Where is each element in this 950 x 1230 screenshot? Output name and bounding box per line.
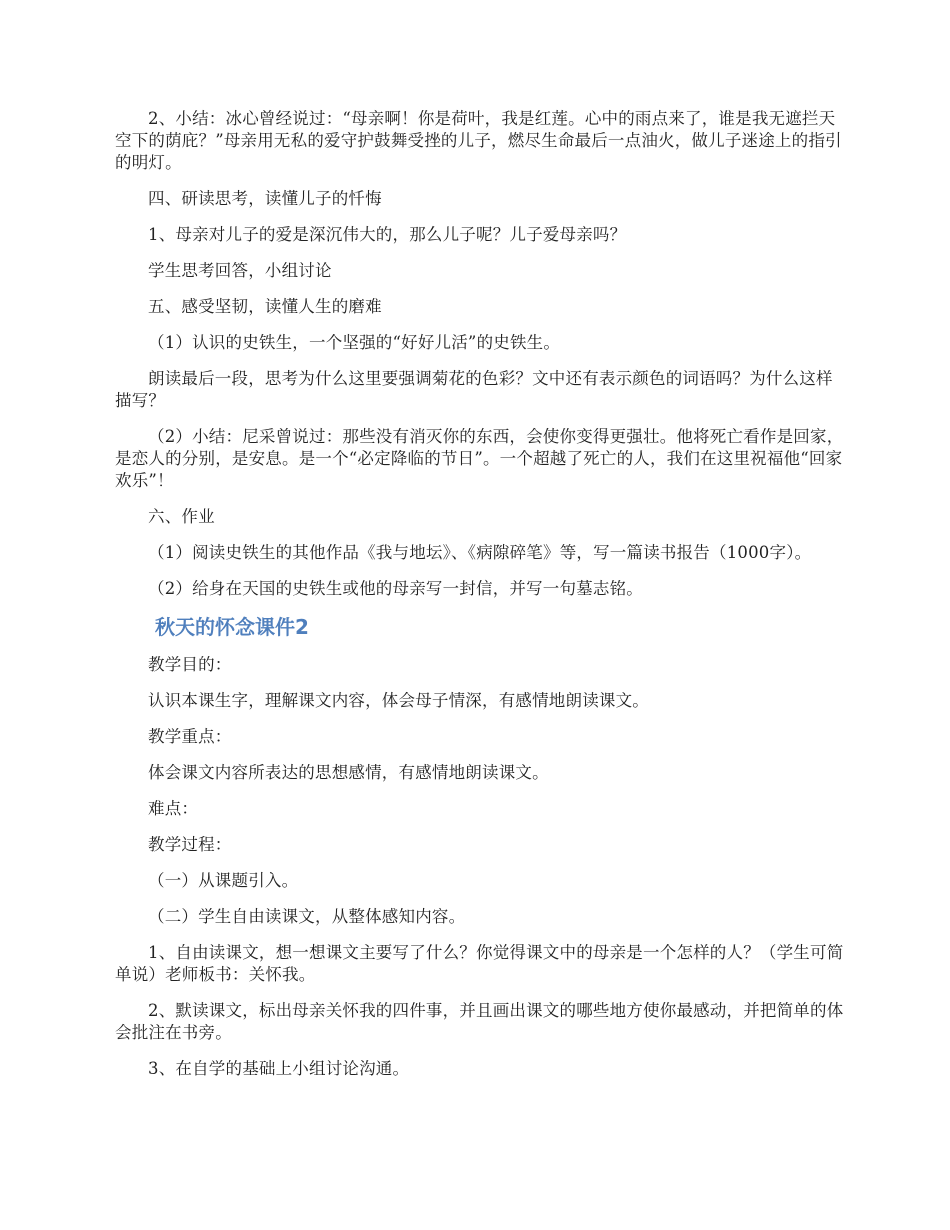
paragraph-task-2: 2、默读课文，标出母亲关怀我的四件事，并且画出课文的哪些地方使你最感动，并把简单的体会批注在书旁。 [115, 1001, 844, 1042]
paragraph-student-discussion: 学生思考回答，小组讨论 [148, 261, 332, 280]
section-title-five: 五、感受坚韧，读懂人生的磨难 [148, 297, 382, 316]
paragraph-point-2-nietzsche: （2）小结：尼采曾说过：那些没有消灭你的东西，会使你变得更强壮。他将死亡看作是回家，是恋人的分别，是安息。是一个“必定降临的节日”。一个超越了死亡的人，我们在这里祝福他“回家欢乐”！ [115, 427, 844, 490]
section-title-six: 六、作业 [148, 507, 215, 526]
section-heading: 秋天的怀念课件2 [155, 615, 309, 639]
section-title-four: 四、研读思考，读懂儿子的忏悔 [148, 189, 382, 208]
document-page [115, 108, 845, 1094]
paragraph-focus: 体会课文内容所表达的思想感情，有感情地朗读课文。 [148, 763, 549, 782]
paragraph-process-label: 教学过程： [148, 835, 232, 854]
paragraph-point-1: （1）认识的史铁生，一个坚强的“好好儿活”的史铁生。 [148, 333, 561, 352]
paragraph-read-last: 朗读最后一段，思考为什么这里要强调菊花的色彩？文中还有表示颜色的词语吗？为什么这样描写？ [115, 369, 833, 410]
paragraph-task-1: 1、自由读课文，想一想课文主要写了什么？你觉得课文中的母亲是一个怎样的人？（学生可简单说）老师板书：关怀我。 [115, 943, 844, 984]
paragraph-focus-label: 教学重点： [148, 727, 232, 746]
paragraph-question-son: 1、母亲对儿子的爱是深沉伟大的，那么儿子呢？儿子爱母亲吗？ [148, 225, 627, 244]
paragraph-difficulty-label: 难点： [148, 799, 199, 818]
paragraph-summary-bingxin: 2、小结：冰心曾经说过：“母亲啊！你是荷叶，我是红莲。心中的雨点来了，谁是我无遮拦天空下的荫庇？”母亲用无私的爱守护鼓舞受挫的儿子，燃尽生命最后一点油火，做儿子迷途上的指引的明灯。 [115, 109, 842, 172]
paragraph-task-3: 3、在自学的基础上小组讨论沟通。 [148, 1059, 410, 1078]
paragraph-teaching-goal: 认识本课生字，理解课文内容，体会母子情深，有感情地朗读课文。 [148, 691, 649, 710]
paragraph-homework-2: （2）给身在天国的史铁生或他的母亲写一封信，并写一句墓志铭。 [148, 579, 643, 598]
paragraph-teaching-goal-label: 教学目的： [148, 655, 232, 674]
paragraph-step-two: （二）学生自由读课文，从整体感知内容。 [148, 907, 466, 926]
paragraph-step-one: （一）从课题引入。 [148, 871, 299, 890]
paragraph-homework-1: （1）阅读史铁生的其他作品《我与地坛》、《病隙碎笔》等，写一篇读书报告（1000字）。 [148, 543, 812, 562]
